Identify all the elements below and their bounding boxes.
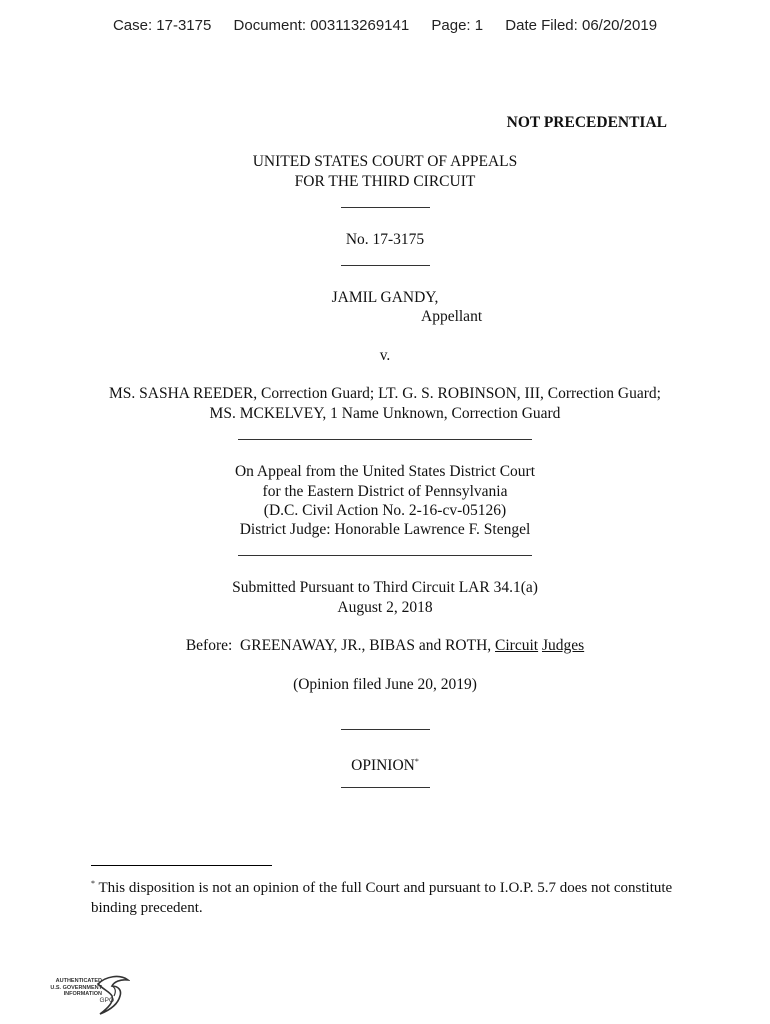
divider-rule: [238, 439, 532, 440]
appellant-name: JAMIL GANDY,: [331, 289, 439, 306]
judges-word: Judges: [541, 637, 585, 654]
not-precedential-label: NOT PRECEDENTIAL: [506, 114, 667, 131]
appeal-line2: for the Eastern District of Pennsylvania: [262, 483, 508, 500]
appellees-line2: MS. MCKELVEY, 1 Name Unknown, Correction Guard: [209, 405, 561, 422]
footnote-marker: *: [91, 879, 95, 888]
gpo-logo-line3: INFORMATION: [63, 991, 102, 997]
footnote-text: This disposition is not an opinion of the full Court and pursuant to I.O.P. 5.7 does not constitute binding precedent.: [91, 880, 673, 916]
date-filed: Date Filed: 06/20/2019: [505, 17, 658, 34]
footnote-separator: [91, 865, 272, 866]
opinion-filed: (Opinion filed June 20, 2019): [293, 676, 477, 693]
appellees-line1: MS. SASHA REEDER, Correction Guard; LT. G. S. ROBINSON, III, Correction Guard;: [109, 385, 661, 402]
appeal-line4: District Judge: Honorable Lawrence F. Stengel: [239, 521, 531, 538]
divider-rule: [341, 265, 430, 266]
divider-rule: [238, 555, 532, 556]
appeal-line3: (D.C. Civil Action No. 2-16-cv-05126): [263, 502, 507, 519]
divider-rule: [341, 787, 430, 788]
opinion-heading: [0, 752, 770, 776]
court-name-line2: FOR THE THIRD CIRCUIT: [294, 173, 476, 190]
case-id: Case: 17-3175: [112, 17, 212, 34]
court-name-line1: UNITED STATES COURT OF APPEALS: [252, 153, 518, 170]
divider-rule: [341, 729, 430, 730]
submitted-line2: August 2, 2018: [337, 599, 433, 616]
case-number: No. 17-3175: [345, 231, 425, 248]
eagle-icon: [94, 974, 130, 1016]
gpo-logo-line1: AUTHENTICATED: [55, 978, 102, 984]
divider-rule: [341, 207, 430, 208]
document-id: Document: 003113269141: [233, 17, 410, 34]
submitted-line1: Submitted Pursuant to Third Circuit LAR 34.1(a): [232, 579, 538, 596]
gpo-logo-line4: GPO: [99, 997, 114, 1004]
circuit-word: Circuit: [495, 637, 539, 654]
appellant-role: Appellant: [421, 308, 483, 325]
opinion-title: OPINION: [351, 757, 415, 775]
panel-judges: [0, 636, 770, 656]
versus: v.: [379, 347, 391, 364]
appeal-line1: On Appeal from the United States District Court: [234, 463, 536, 480]
footnote-reference: *: [414, 757, 419, 766]
gpo-logo-line2: U.S. GOVERNMENT: [50, 984, 102, 991]
panel-prefix: Before: GREENAWAY, JR., BIBAS and ROTH,: [185, 637, 496, 654]
gpo-authentication-logo: [44, 972, 134, 1018]
page-number: Page: 1: [431, 17, 484, 34]
footnote: [91, 874, 691, 918]
filing-header: [0, 17, 770, 34]
